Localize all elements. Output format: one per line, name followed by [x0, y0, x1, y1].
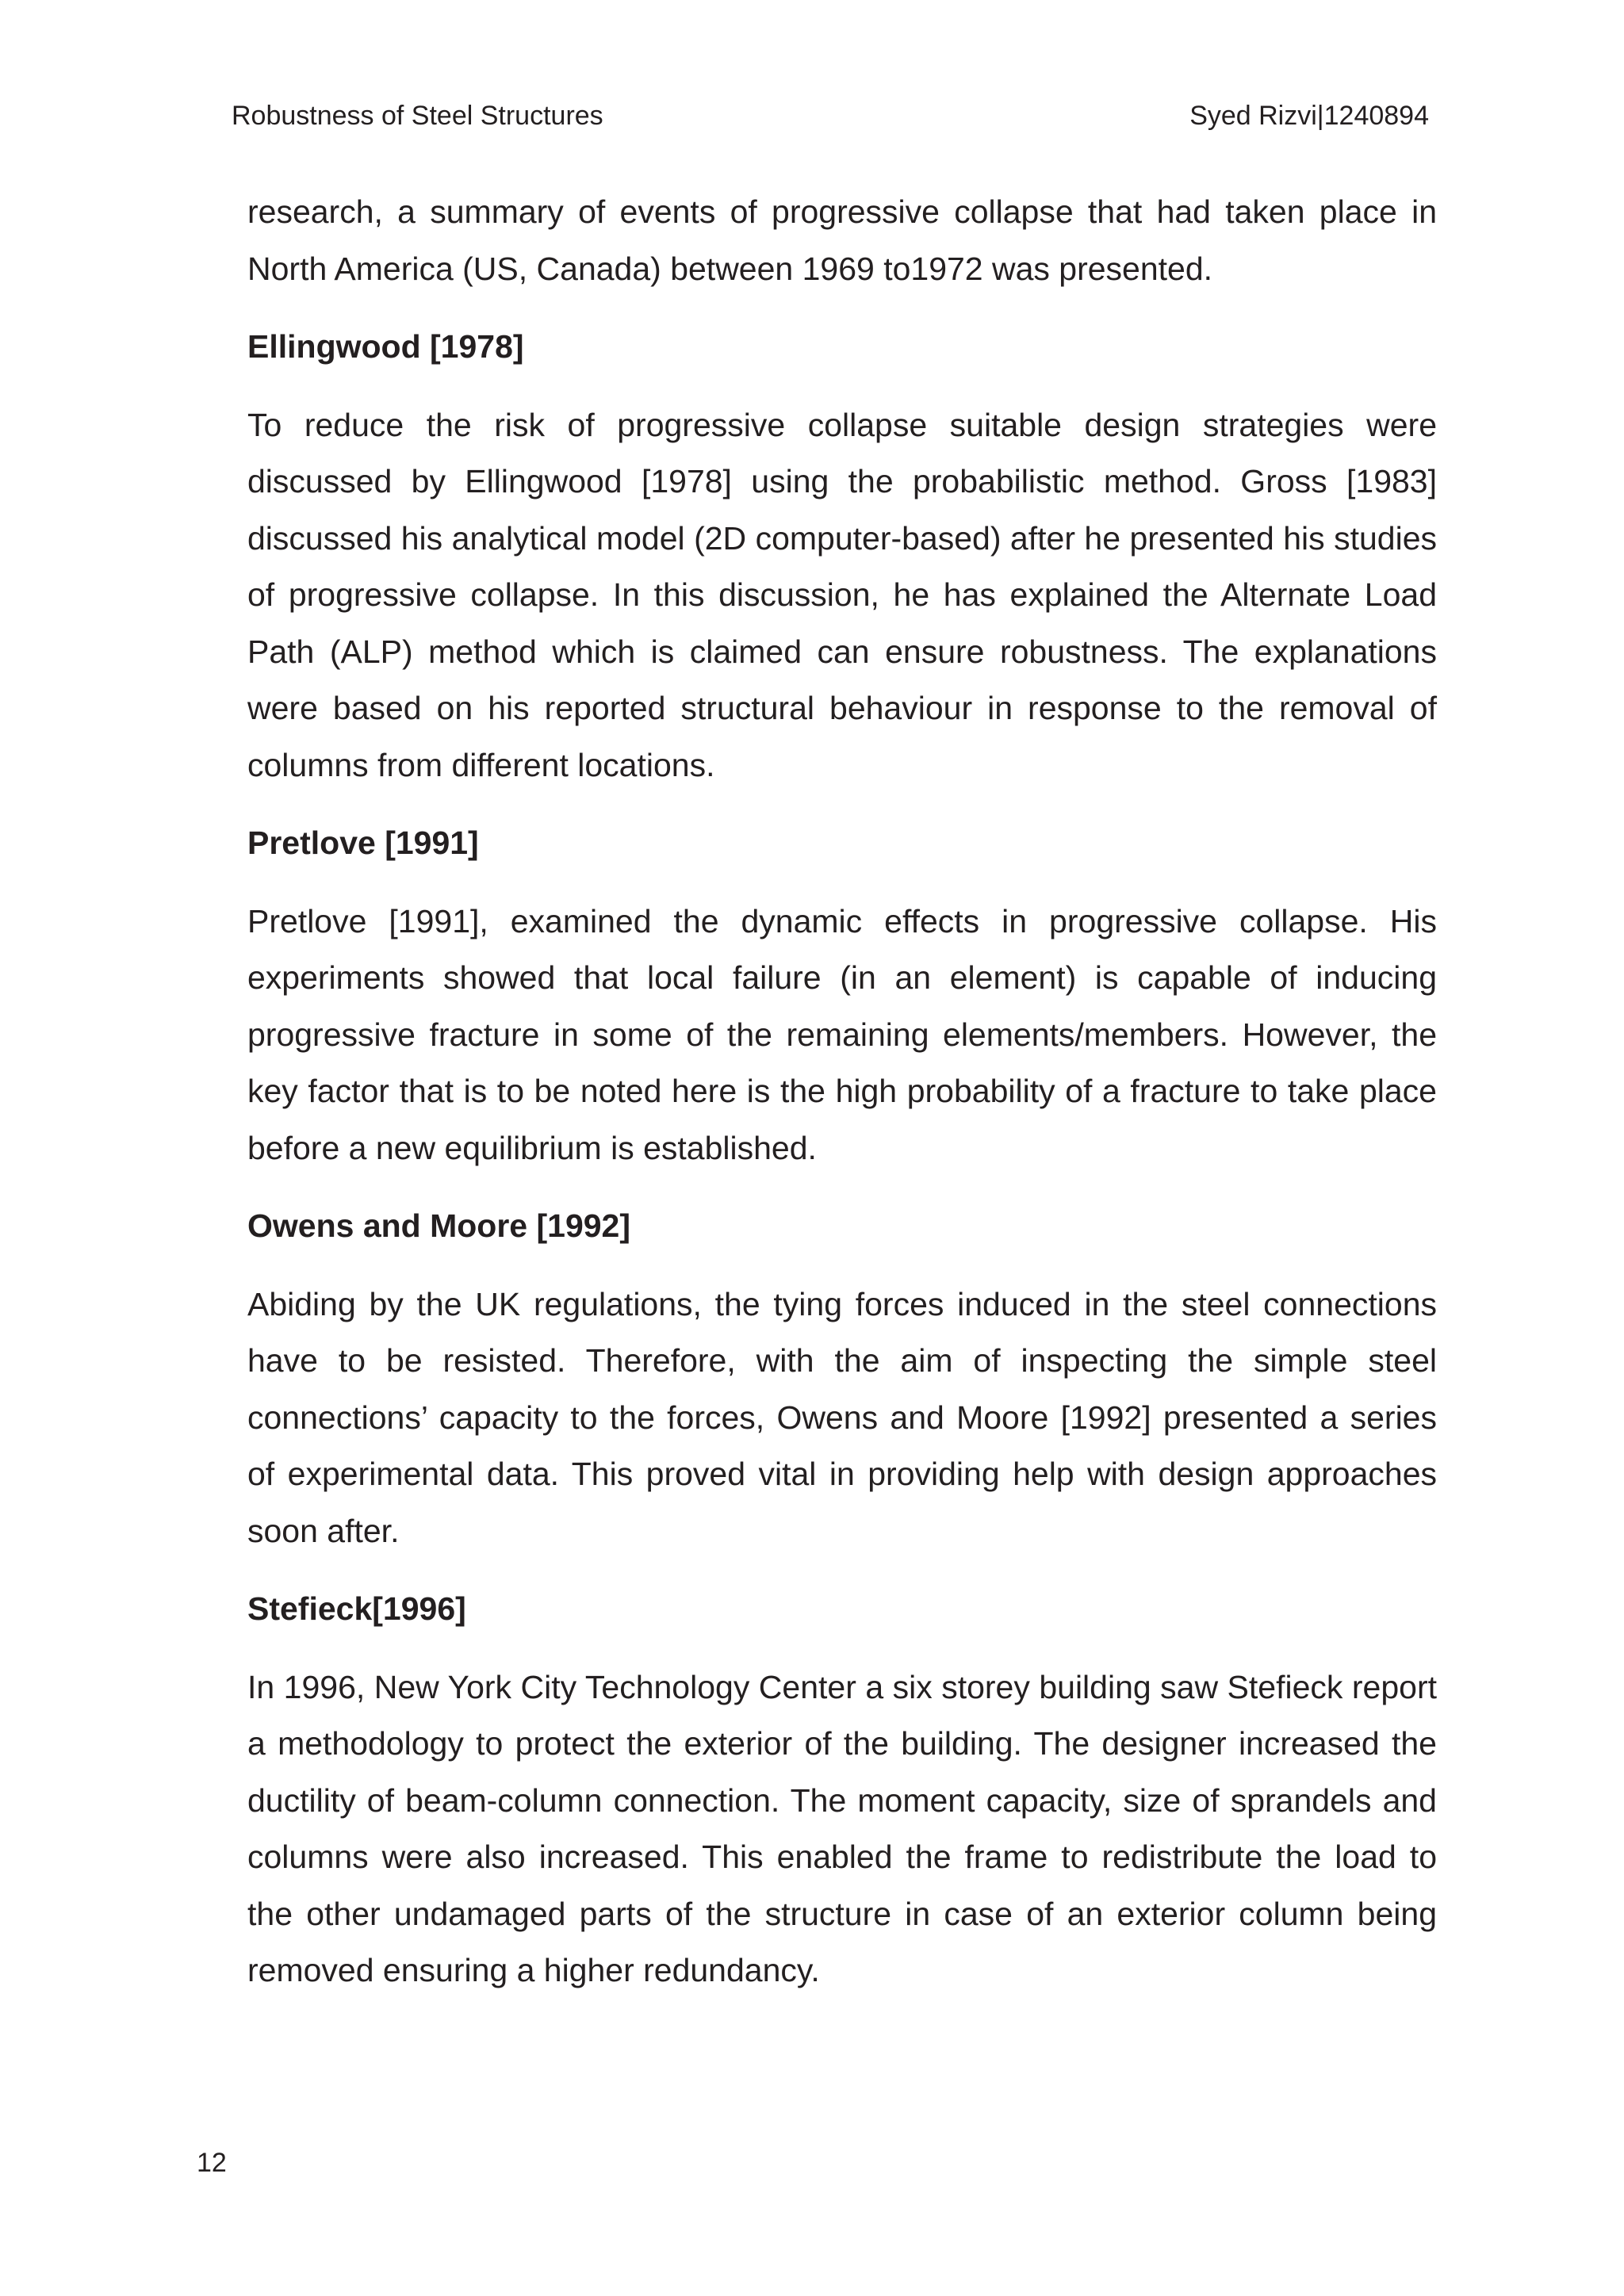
header-title: Robustness of Steel Structures	[232, 101, 603, 131]
page-body	[247, 184, 1437, 2021]
page-header	[232, 94, 1429, 138]
intro-paragraph: research, a summary of events of progressive collapse that had taken place in North America (US, Canada) between 1969 to1972 was presented.	[247, 193, 1437, 287]
section-text-owens-moore: Abiding by the UK regulations, the tying forces induced in the steel connections have to be resisted. Therefore, with the aim of inspecting the simple steel connections’ capacity to the forces, Owens and Moore [1992] presented a series of experimental data. This proved vital in providing help with design approaches soon after.	[247, 1285, 1437, 1549]
section-heading-pretlove: Pretlove [1991]	[247, 825, 479, 861]
section-text-pretlove: Pretlove [1991], examined the dynamic effects in progressive collapse. His experiments showed that local failure (in an element) is capable of inducing progressive fracture in some of the remaining elements/members. However, the key factor that is to be noted here is the high probability of a fracture to take place before a new equilibrium is established.	[247, 902, 1437, 1166]
section-heading-stefieck: Stefieck[1996]	[247, 1590, 466, 1627]
section-heading-ellingwood: Ellingwood [1978]	[247, 328, 524, 365]
section-text-ellingwood: To reduce the risk of progressive collapse suitable design strategies were discussed by Ellingwood [1978] using the probabilistic method. Gross [1983] discussed his analytical model (2D computer-based) after he presented his studies of progressive collapse. In this discussion, he has explained the Alternate Load Path (ALP) method which is claimed can ensure robustness. The explanations were based on his reported structural behaviour in response to the removal of columns from different locations.	[247, 406, 1437, 783]
page-number: 12	[197, 2148, 227, 2178]
section-heading-owens-moore: Owens and Moore [1992]	[247, 1207, 631, 1244]
header-author: Syed Rizvi|1240894	[1189, 101, 1429, 131]
section-text-stefieck: In 1996, New York City Technology Center a six storey building saw Stefieck report a methodology to protect the exterior of the building. The designer increased the ductility of beam-column connection. The moment capacity, size of sprandels and columns were also increased. This enabled the frame to redistribute the load to the other undamaged parts of the structure in case of an exterior column being removed ensuring a higher redundancy.	[247, 1668, 1437, 1988]
